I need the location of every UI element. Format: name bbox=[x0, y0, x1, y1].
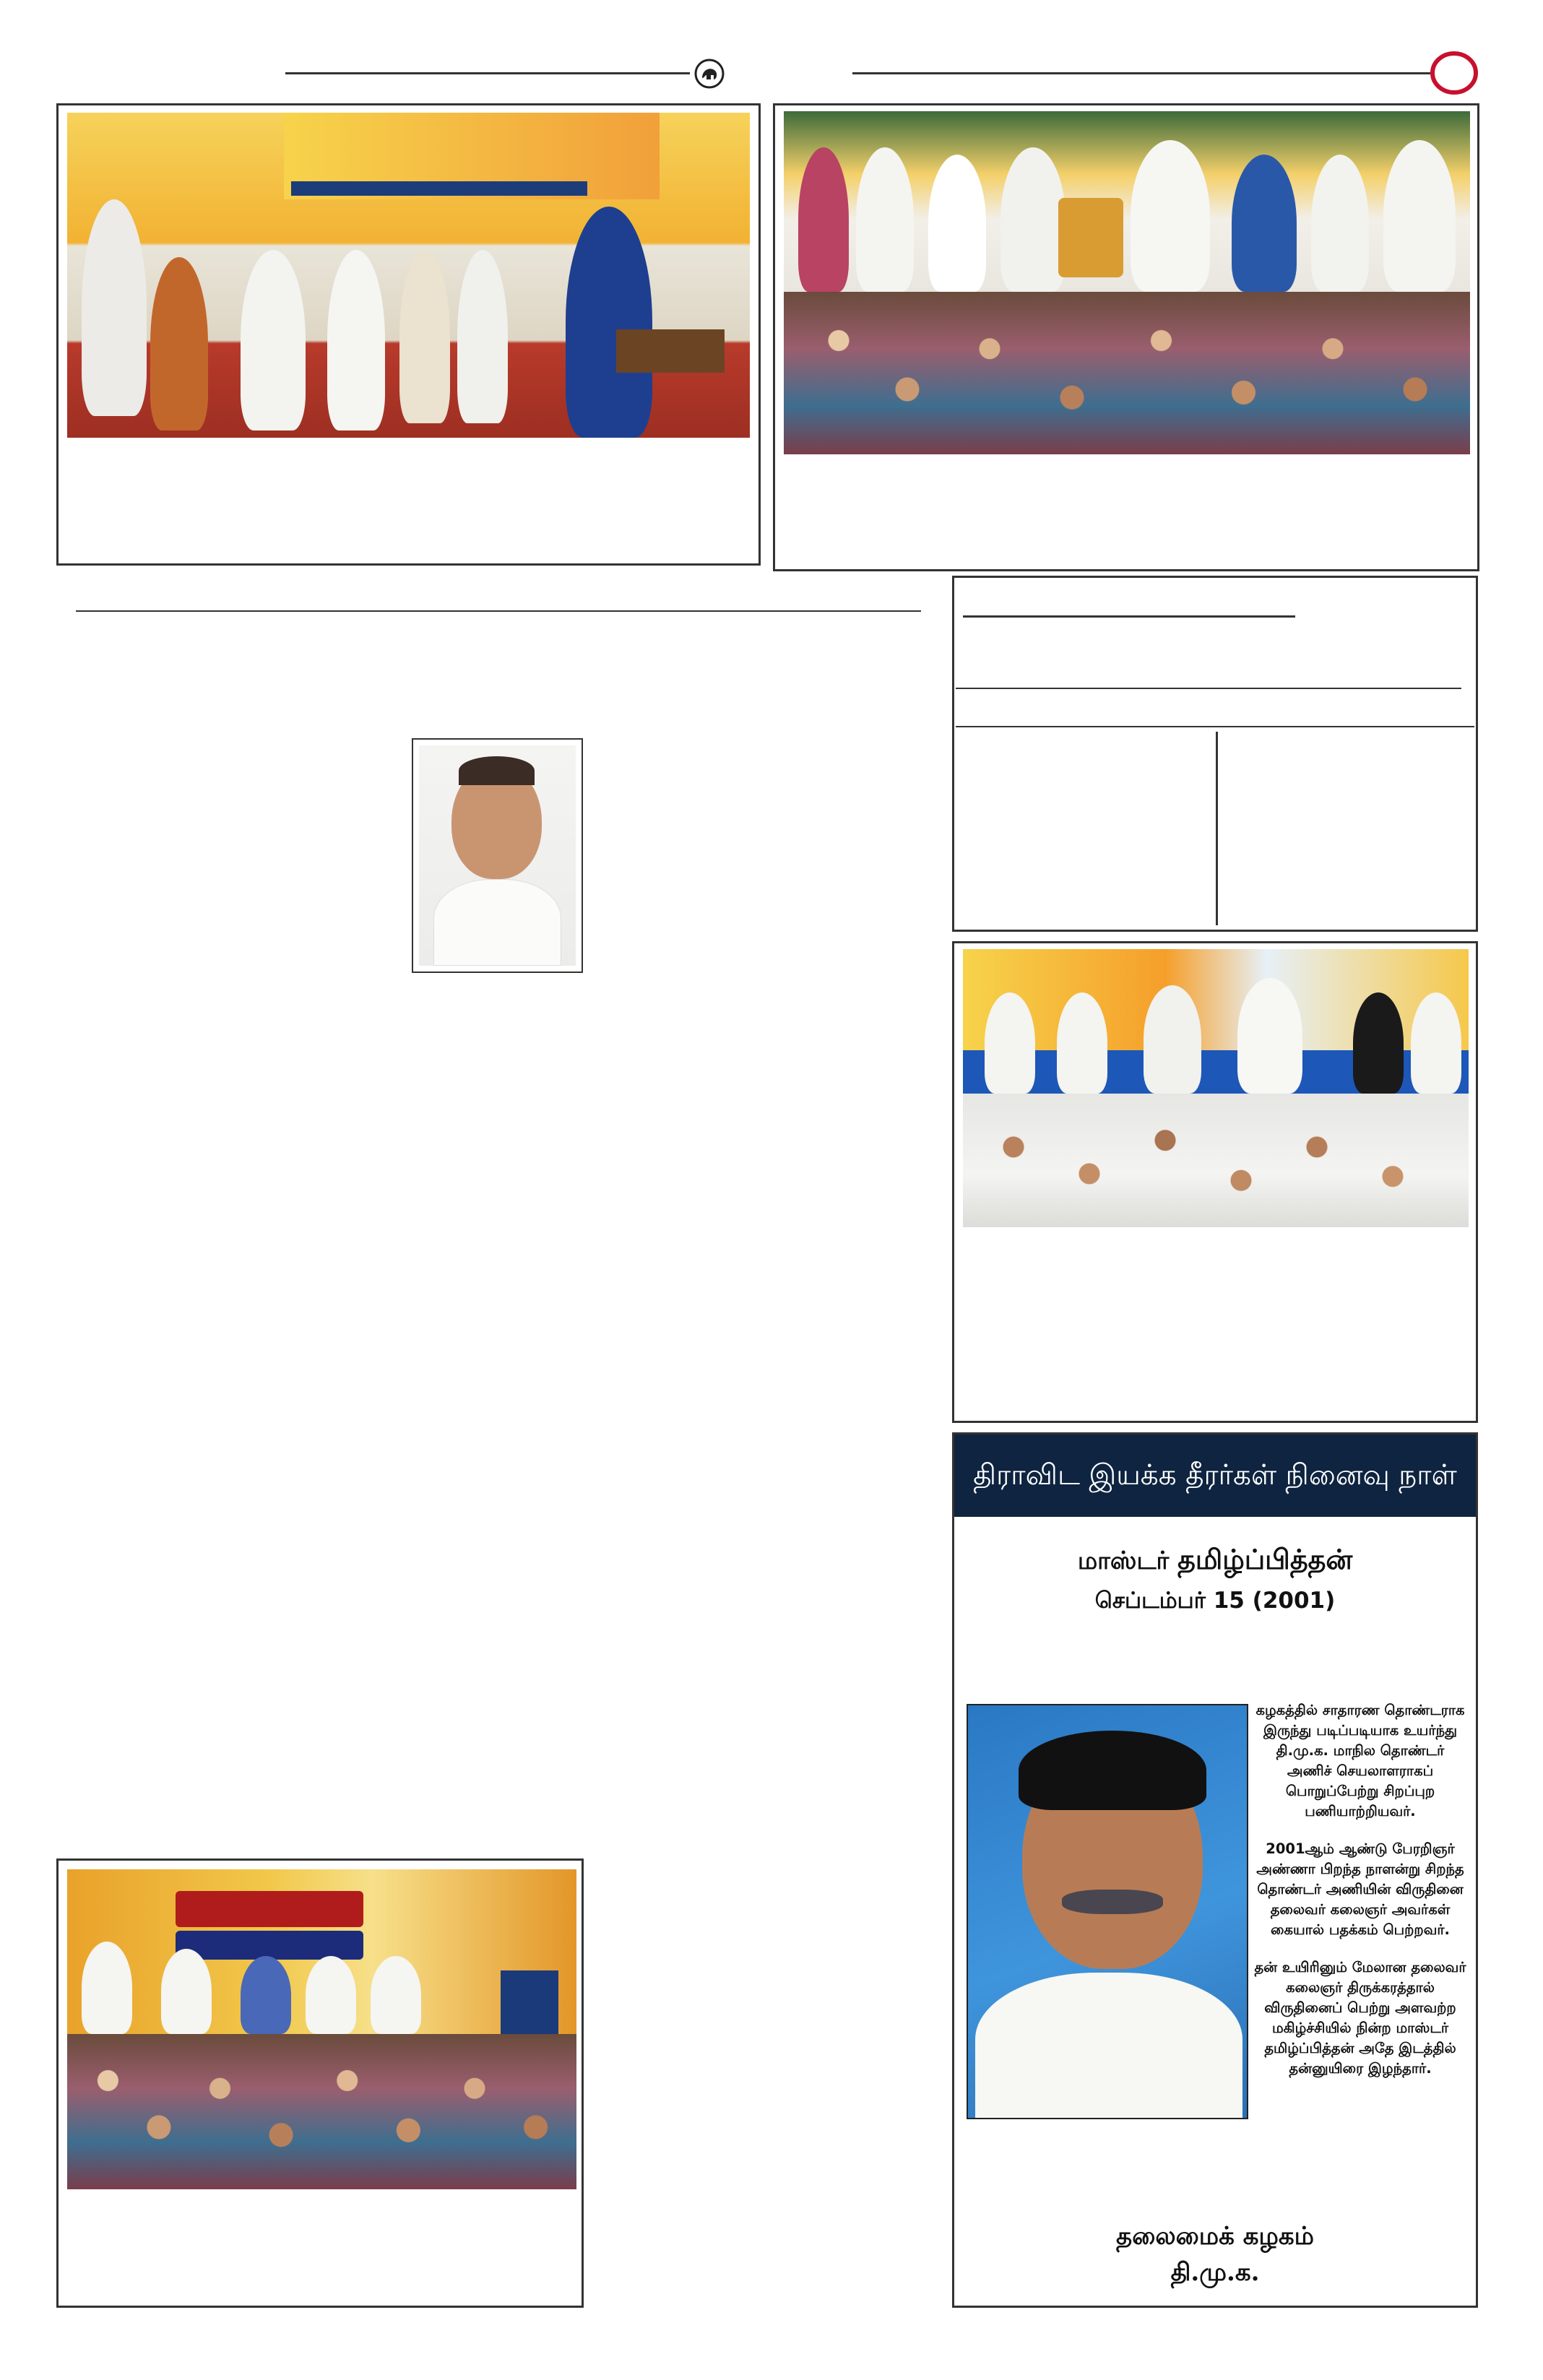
thalapathy-audience-photo bbox=[67, 2034, 576, 2189]
page-number-circle-icon bbox=[1429, 51, 1479, 95]
memorial-bio-paragraph-1: கழகத்தில் சாதாரண தொண்டராக இருந்து படிப்படியாக உயர்ந்து தி.மு.க. மாநில தொண்டர் அணிச் செயலாளராகப் பொறுப்பேற்று சிறப்புற பணியாற்றியவர். bbox=[1255, 1702, 1465, 1819]
memorial-portrait bbox=[967, 1704, 1248, 2119]
boxed-article-rule-2 bbox=[956, 688, 1461, 689]
boxed-article bbox=[952, 576, 1478, 932]
memorial-name-line bbox=[954, 1543, 1476, 1580]
meeting-photo bbox=[67, 113, 750, 438]
memorial-footer-line-2: தி.மு.க. bbox=[1170, 2258, 1260, 2287]
boxed-article-rule-1 bbox=[963, 615, 1295, 618]
portrait-box bbox=[412, 738, 583, 973]
memorial-bio-paragraph-3: தன் உயிரினும் மேலான தலைவர் கலைஞர் திருக்கரத்தால் விருதினைப் பெற்று அளவற்ற மகிழ்ச்சியில் நின்ற மாஸ்டர் தமிழ்ப்பித்தன் அதே இடத்தில் தன்னுயிரை இழந்தார். bbox=[1254, 1959, 1466, 2077]
portrait-photo bbox=[419, 745, 576, 966]
masthead-rule-right bbox=[852, 72, 1430, 74]
memorial-bio bbox=[1252, 1700, 1469, 2079]
photo-box-meeting bbox=[56, 103, 761, 566]
hall-stage-photo bbox=[963, 949, 1469, 1094]
article-rule bbox=[76, 610, 921, 612]
memorial-name-prefix: மாஸ்டர் bbox=[1077, 1546, 1170, 1575]
award-photo bbox=[784, 111, 1470, 292]
memorial-name: தமிழ்ப்பித்தன் bbox=[1177, 1543, 1353, 1575]
photo-box-thalapathy bbox=[56, 1858, 584, 2308]
elephant-emblem-icon bbox=[693, 58, 725, 90]
memorial-bio-paragraph-2: 2001ஆம் ஆண்டு பேரறிஞர் அண்ணா பிறந்த நாளன்று சிறந்த தொண்டர் அணியின் விருதினை தலைவர் கலைஞர் அவர்கள் கையால் பதக்கம் பெற்றவர். bbox=[1256, 1840, 1464, 1938]
thalapathy-stage-photo bbox=[67, 1869, 576, 2034]
photo-box-hall bbox=[952, 941, 1478, 1423]
memorial-header-text: திராவிட இயக்க தீரர்கள் நினைவு நாள் bbox=[973, 1459, 1457, 1492]
boxed-article-column-divider bbox=[1216, 732, 1218, 925]
memorial-header bbox=[954, 1435, 1476, 1517]
masthead-rule-left bbox=[285, 72, 690, 74]
memorial-date: செப்டம்பர் 15 (2001) bbox=[1094, 1588, 1336, 1614]
audience-photo bbox=[784, 292, 1470, 454]
boxed-article-rule-3 bbox=[956, 726, 1474, 727]
memorial-box bbox=[952, 1432, 1478, 2308]
photo-box-award bbox=[773, 103, 1479, 571]
hall-audience-photo bbox=[963, 1094, 1469, 1227]
memorial-footer-line-1: தலைமைக் கழகம் bbox=[1116, 2222, 1314, 2251]
memorial-footer bbox=[954, 2218, 1476, 2290]
